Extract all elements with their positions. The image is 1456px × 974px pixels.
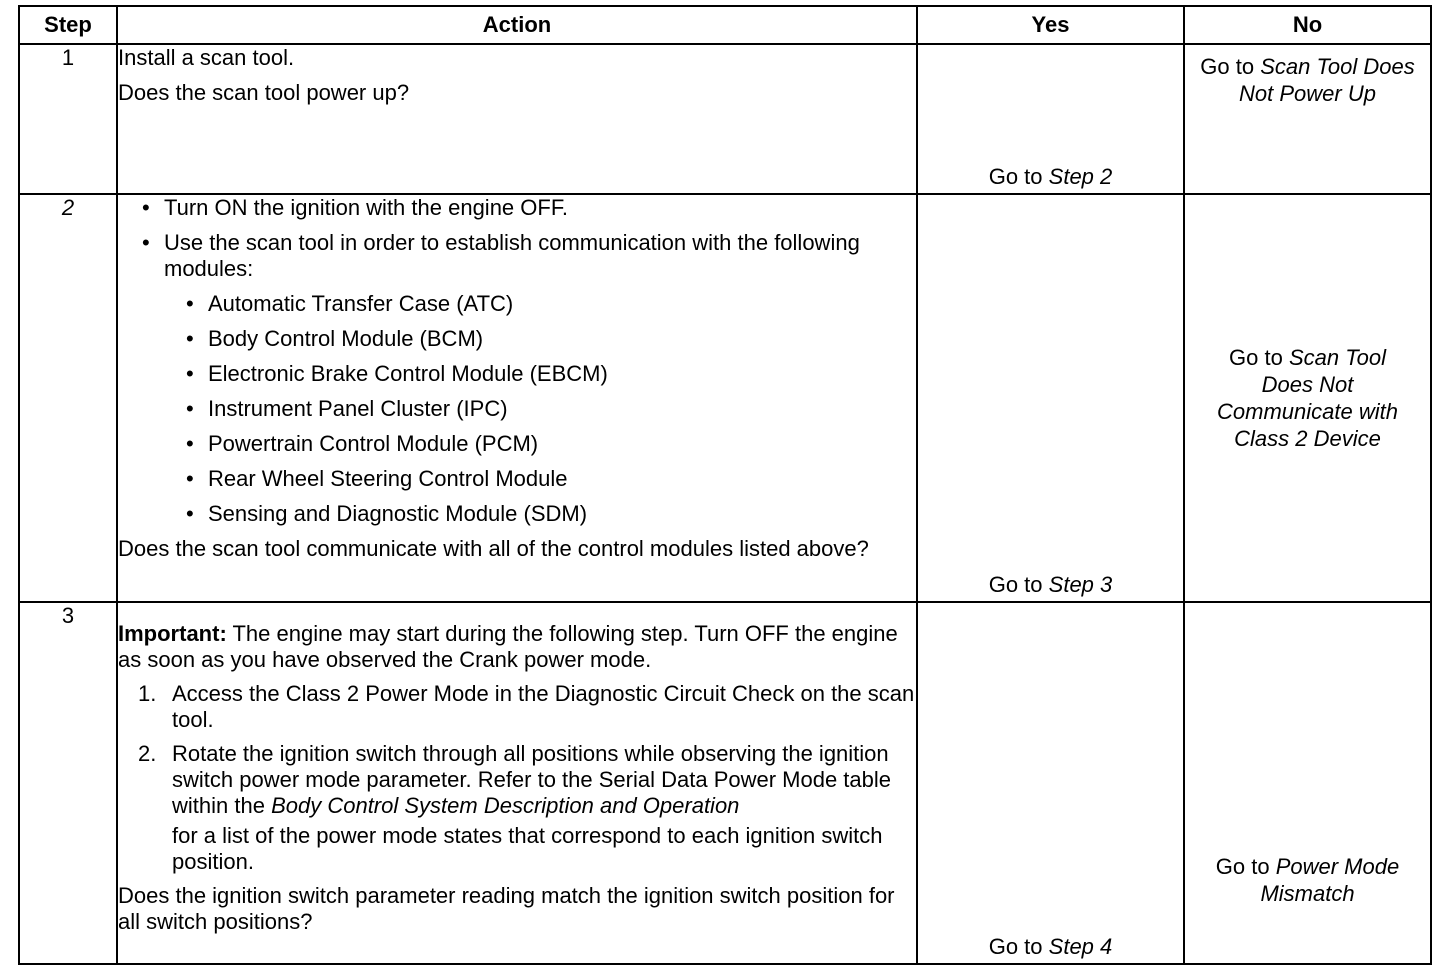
list-item: • Powertrain Control Module (PCM) (186, 431, 916, 457)
list-item: • Body Control Module (BCM) (186, 326, 916, 352)
list-item: • Instrument Panel Cluster (IPC) (186, 396, 916, 422)
table-row-step-1 (19, 44, 1431, 194)
list-item: • Electronic Brake Control Module (EBCM) (186, 361, 916, 387)
reference-link[interactable]: Body Control System Description and Operation (271, 793, 740, 818)
list-item: • Rear Wheel Steering Control Module (186, 466, 916, 492)
module-list (164, 291, 916, 527)
yes-link[interactable]: Go to Step 3 (988, 572, 1113, 597)
yes-cell (917, 44, 1184, 194)
action-question: Does the scan tool communicate with all of the control modules listed above? (118, 536, 869, 561)
yes-cell (917, 194, 1184, 602)
action-cell (117, 194, 917, 602)
numbered-steps (118, 681, 916, 875)
list-item: • Automatic Transfer Case (ATC) (186, 291, 916, 317)
action-cell (117, 602, 917, 964)
important-note: Important: The engine may start during the following step. Turn OFF the engine as soon as you have observed the Crank power mode. (118, 621, 898, 672)
header-row (19, 6, 1431, 44)
list-item: • Turn ON the ignition with the engine OFF. (142, 195, 916, 221)
list-item: 1. Access the Class 2 Power Mode in the Diagnostic Circuit Check on the scan tool. (138, 681, 915, 732)
action-question: Does the scan tool power up? (118, 80, 410, 105)
header-no: No (1184, 6, 1431, 44)
yes-link[interactable]: Go to Step 2 (988, 164, 1113, 189)
table-row-step-2 (19, 194, 1431, 602)
bullet-list (118, 195, 916, 527)
header-step: Step (19, 6, 117, 44)
list-item: 2. Rotate the ignition switch through all positions while observing the ignition switch power mode parameter. Refer to the Serial Data Power Mode table within the Body Control System Description and Operation for a list of the power mode states that correspond to each ignition switch position. (138, 741, 892, 874)
step-number: 3 (19, 602, 117, 964)
step-number: 1 (19, 44, 117, 194)
no-cell (1184, 194, 1431, 602)
action-text: Install a scan tool. (118, 45, 295, 70)
list-item: • Sensing and Diagnostic Module (SDM) (186, 501, 916, 527)
diagnostic-table (18, 5, 1432, 965)
no-link[interactable]: Go to Power Mode Mismatch (1215, 854, 1400, 906)
table-row-step-3 (19, 602, 1431, 964)
action-cell (117, 44, 917, 194)
no-cell (1184, 602, 1431, 964)
header-yes: Yes (917, 6, 1184, 44)
no-link[interactable]: Go to Scan Tool Does Not Communicate with Class 2 Device (1217, 345, 1398, 451)
list-item: • Use the scan tool in order to establish communication with the following modules: • Automatic Transfer Case (ATC) • Body Control Module (BCM) • Electronic Brake Control Module (EBCM) • Instrument Panel Cluster (IPC) • Powertrain Control Module (PCM) • Rear Wheel Steering Control Module • Sensing and Diagnostic Module (SDM) (142, 230, 916, 527)
step-number: 2 (19, 194, 117, 602)
action-question: Does the ignition switch parameter reading match the ignition switch position for all switch positions? (118, 883, 895, 934)
no-link[interactable]: Go to Scan Tool Does Not Power Up (1200, 54, 1415, 106)
no-cell (1184, 44, 1431, 194)
yes-link[interactable]: Go to Step 4 (988, 934, 1113, 959)
header-action: Action (117, 6, 917, 44)
yes-cell (917, 602, 1184, 964)
